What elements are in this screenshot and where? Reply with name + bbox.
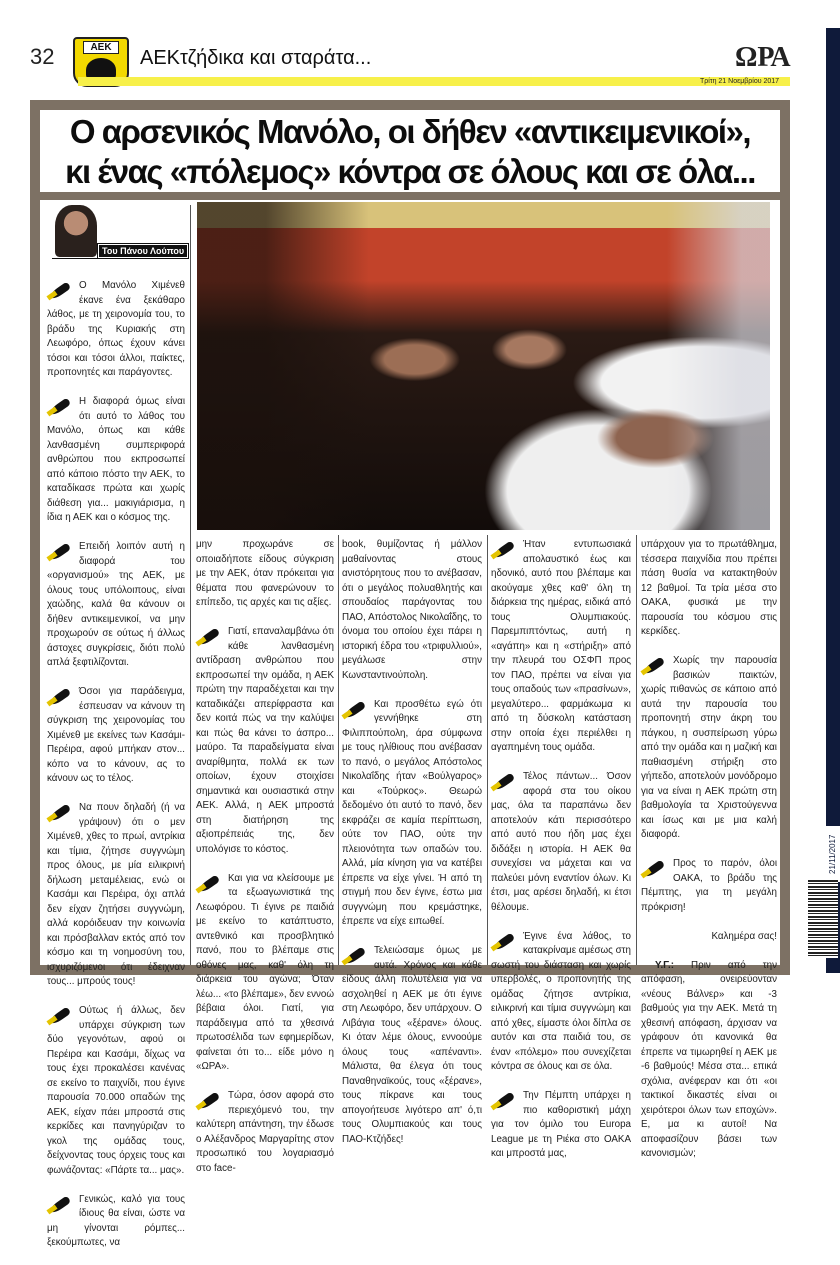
column-3: [342, 538, 482, 1162]
column-divider: [338, 535, 339, 965]
paragraph-text: book, θυμίζοντας ή μάλλον μαθαίνοντας στους ανιστόρητους που το ανέβασαν, ότι ο μεγάλος πολυαθλητής και σπουδαίος παράγοντας του ΠΑΟ, Απόστολος Νικολαΐδης, το όνομα του οποίου έχει πάρει η ιστορική έδρα του «τριφυλλιού», μεγάλωσε στην Κωνσταντινούπολη.: [342, 539, 482, 681]
pen-icon: [196, 627, 222, 647]
paragraph: [491, 538, 631, 756]
paragraph-text: Και για να κλείσουμε με τα εξωαγωνιστικά της Λεωφόρου. Τι έγινε ρε παιδιά με εκείνο το κατάπτυστο, αντεθνικό και προσβλητικό πανό, που το βλέπαμε στις οθόνες μας, καθ' όλη τη διάρκεια του αγώνα; Όταν λέω... «το βλέπαμε», δεν εννοώ βέβαια όλοι. Γιατί, για παράδειγμα από τα χθεσινά πρωτοσέλιδα των εφημερίδων, φαίνεται ότι το... είδε μόνο η «ΩΡΑ».: [196, 872, 334, 1072]
pen-icon: [47, 803, 73, 823]
paragraph: [47, 685, 185, 787]
paragraph-text: Τέλος πάντων... Όσον αφορά στα του οίκου μας, όλα τα παραπάνω δεν αποτελούν κάτι περισσότερο από αυτό που ήδη μας έχει διδάξει η ιστορία. Η ΑΕΚ θα συνεχίσει να μάχεται και να παλεύει μόνη εναντίον όλων. Κι έτσι, μας αρέσει δηλαδή, κι έτσι θέλουμε.: [491, 771, 631, 913]
side-date: 21/11/2017: [826, 826, 840, 882]
pen-icon: [641, 859, 667, 879]
pen-icon: [342, 946, 368, 966]
column-1: [47, 279, 185, 1265]
paragraph: [196, 538, 334, 611]
issue-date: Τρίτη 21 Νοεμβρίου 2017: [700, 78, 780, 85]
paragraph-text: Την Πέμπτη υπάρχει η πιο καθοριστική μάχη για τον όμιλο του Europa League με τη Ριέκα στο ΟΑΚΑ και μπροστά μας,: [491, 1090, 631, 1159]
headline-line-2: κι ένας «πόλεμος» κόντρα σε όλους και σε όλα...: [65, 153, 755, 190]
paragraph-text: Γιατί, επαναλαμβάνω ότι κάθε λανθασμένη αντίδραση ανθρώπου που εκπροσωπεί την ομάδα, η ΑΕΚ πρώτη την παραδέχεται και την καταδικάζει απερίφραστα και δεν κοιτά πώς να την καλύψει και πώς θα κάνει το άσπρο... μαύρο. Τα παραδείγματα είναι αναρίθμητα, πολλά εκ των οποίων, έχουν στοιχίσει σημαντικά και ουσιαστικά στην ΑΕΚ. Αλλά, η ΑΕΚ μπροστά στη διατήρηση της αξιοπρέπειάς της, δεν υπολόγισε το κόστος.: [196, 626, 334, 855]
paragraph: [47, 395, 185, 526]
section-title: ΑΕΚτζήδικα και σταράτα...: [140, 47, 372, 69]
paragraph-text: μην προχωράνε σε οποιαδήποτε είδους σύγκριση με την ΑΕΚ, όταν πρόκειται για θέματα που φανερώνουν το επίπεδο, τις αρχές και τις αξίες.: [196, 539, 334, 608]
headline-line-1: Ο αρσενικός Μανόλο, οι δήθεν «αντικειμενικοί»,: [69, 113, 751, 150]
signoff: Καλημέρα σας!: [711, 930, 777, 942]
paragraph: [641, 538, 777, 640]
paragraph-text: Προς το παρόν, όλοι ΟΑΚΑ, το βράδυ της Πέμπτης, για τη μεγάλη πρόκριση!: [641, 858, 777, 913]
column-divider: [487, 535, 488, 965]
column-divider: [190, 205, 191, 965]
paragraph-text: Έγινε ένα λάθος, το κατακρίναμε αμέσως στη σωστή του διάσταση και χωρίς υπερβολές, ο προπονητής της ομάδας ζήτησε αντρίκια, ειλικρινή και τίμια συγγνώμη και από χθες, είμαστε όλοι δίπλα σε αυτόν και στα παιδιά του, σε έναν «πόλεμο» που συνεχίζεται κόντρα σε όλους και σε όλα.: [491, 930, 631, 1072]
ps-label: Υ.Γ.:: [655, 959, 674, 971]
pen-icon: [47, 542, 73, 562]
paragraph: [196, 625, 334, 857]
paragraph-text: Ήταν εντυπωσιακά απολαυστικό έως και ηδονικό, αυτό που βλέπαμε και ακούγαμε χθες καθ' όλη τη διάρκεια της ημέρας, ειδικά από τους Ολυμπιακούς. Παρεμπιπτόντως, αυτή η «αγάπη» και η «στήριξη» από την πλευρά του ΟΣΦΠ προς τον ΠΑΟ, πρέπει να είναι για τους οπαδούς των «πρασίνων», μεγαλύτερο... φαρμάκωμα κι από τη δύσκολη κατάσταση στην οποία έχει περιέλθει η αγαπημένη τους ομάδα.: [491, 539, 631, 753]
paragraph: [342, 698, 482, 930]
ps-text: Πριν από την απόφαση, ονειρεύονταν «νέους Βάλνερ» και -3 βαθμούς για την ΑΕΚ. Μετά τη χθεσινή απόφαση, άρχισαν να γράφουν ότι κανονικά θα έπρεπε να τιμωρηθεί η ΑΕΚ με -6 βαθμούς! Μέσα στα... επικά σχόλια, ανέφεραν και ότι «οι τακτικοί δικαστές είναι οι χειρότεροι όλων των εποχών». Ε, μα κι αυτοί! Να αποφασίζουν βάσει των κανονισμών;: [641, 959, 777, 1159]
paragraph-text: Τώρα, όσον αφορά στο περιεχόμενό του, την καλύτερη απάντηση, την έδωσε ο Αλέξανδρος Μαργαρίτης στον προσωπικό του λογαριασμό στο face-: [196, 1090, 334, 1174]
column-4: [491, 538, 631, 1176]
paragraph-text: Επειδή λοιπόν αυτή η διαφορά του «οργανισμού» της ΑΕΚ, με όλους τους υπόλοιπους, είναι χαώδης, καλά θα κάνουν οι δήθεν αντικειμενικοί, να μην προχωρούν σε ούτως ή άλλως άστοχες συγκρίσεις, διότι πολύ απλά ξεφτιλίζονται.: [47, 541, 185, 668]
pen-icon: [641, 656, 667, 676]
pen-icon: [47, 281, 73, 301]
page-number: 32: [30, 44, 55, 69]
byline: Του Πάνου Λούπου: [98, 244, 188, 258]
pen-icon: [491, 932, 517, 952]
header-rule: [78, 77, 790, 86]
pen-icon: [491, 772, 517, 792]
pen-icon: [342, 700, 368, 720]
paragraph: [196, 1089, 334, 1176]
paragraph-text: Να πουν δηλαδή (ή να γράψουν) ότι ο μεν Χιμένεθ, χθες το πρωί, αντρίκια και τίμια, ζήτησε συγγνώμη προς όλους, με μία ειλικρινή δήλωση μεταμέλειας, ενώ οι Κασάμι και Περέιρα, όχι απλά δεν είχαν ζητήσει συγγνώμη, αλλά κορόιδευαν την κοινωνία και πρόσβαλλαν εκτός από τον κόσμο και τη νοημοσύνη του, ισχυριζόμενοι ότι έδειχναν τους... μπρούς τους!: [47, 802, 185, 987]
paragraph: [641, 857, 777, 915]
paragraph-text: Και προσθέτω εγώ ότι γεννήθηκε στη Φιλιππούπολη, άρα σύμφωνα με τους ηλίθιους που ανέβασαν το πανό, ο μεγάλος Απόστολος Νικολαΐδης ήταν «Βούλγαρος» και «Τούρκος». Θεωρώ δεδομένο ότι αυτό το πανό, δεν εκφράζει σε καμία περίπτωση, ούτε τον ΠΑΟ, ούτε την πλειονότητα των οπαδών του. Αλλά, μία κίνηση για να κατέβει έπρεπε να είχε γίνει. Ή από τη στιγμή που δεν έγινε, έστω μια συγγνώμη που κρεμάστηκε, έπρεπε να είχε ειπωθεί.: [342, 698, 482, 927]
logo-text: ΑΕΚ: [83, 41, 119, 54]
author-photo: [55, 205, 97, 257]
paragraph: [196, 872, 334, 1075]
column-5: [641, 538, 777, 1176]
column-divider: [636, 535, 637, 965]
paragraph-text: Χωρίς την παρουσία βασικών παικτών, χωρίς πιθανώς σε κάποιο από αυτά την παρουσία του προπονητή στην άκρη του πάγκου, η συσπείρωση γύρω από την ομάδα και η μαζική και παθιασμένη στήριξη στο γήπεδο, αποτελούν μονόδρομο για να είναι η ΑΕΚ πρώτη στη βαθμολογία τα Χριστούγεννα και ίσως και με μια καλή διαφορά.: [641, 655, 777, 840]
paragraph: [47, 1004, 185, 1178]
barcode: [808, 880, 838, 958]
column-2: [196, 538, 334, 1191]
paragraph: [47, 279, 185, 381]
paragraph-text: Ούτως ή άλλως, δεν υπάρχει σύγκριση των δύο γεγονότων, αφού οι Περέιρα και Κασάμι, δίχως να τους έχει προκαλέσει κανένας σε εκείνο το παιχνίδι, που έγινε παρουσία 70.000 οπαδών της ΑΕΚ, είχαν πάει μπροστά στις κερκίδες και πανηγύριζαν το γκολ της ομάδας τους, δείχνοντας τους όρχεις τους και φωνάζοντας: «Πάρτε τα... μας».: [47, 1005, 185, 1176]
paragraph: [47, 1193, 185, 1251]
paragraph-text: Όσοι για παράδειγμα, έσπευσαν να κάνουν τη σύγκριση της χειρονομίας του Χιμένεθ με εκείνες των Κασάμι-Περέιρα, αφού μπήκαν στον... κόπο να το κάνουν, ας το κάνουν ως το τέλος.: [47, 686, 185, 784]
paragraph-text: Τελειώσαμε όμως με αυτά. Χρόνος και κάθε είδους άλλη πολυτέλεια για να ασχοληθεί η ΑΕΚ με ότι έγινε στη Λεωφόρο, δεν υπάρχουν. Ο Λιβάγια τους «ξέρανε» όλους. Κι όταν λέμε όλους, εννοούμε όλους τους «απέναντι». Μάλιστα, θα έλεγα ότι τους Παναθηναϊκούς, τους «ξέρανε», τους πίκρανε και τους απογοήτευσε λιγότερο απ' ό,τι τους Ολυμπιακούς και τους ΠΑΟ-Κτζήδες!: [342, 945, 482, 1145]
headline: [40, 110, 780, 192]
paragraph: [491, 1089, 631, 1162]
paragraph: [47, 801, 185, 990]
paragraph-text: Ο Μανόλο Χιμένεθ έκανε ένα ξεκάθαρο λάθος, με τη χειρονομία του, το βράδυ της Κυριακής στη Λεωφόρο, όπως έχουν κάνει τόσοι και τόσοι άλλοι, παίκτες, προπονητές και παράγοντες.: [47, 280, 185, 378]
pen-icon: [47, 687, 73, 707]
paragraph-text: Γενικώς, καλό για τους ίδιους θα είναι, ώστε να μη γίνονται ρόμπες... ξεκούμπωτες, να: [47, 1193, 185, 1248]
photo-shade: [197, 202, 770, 530]
pen-icon: [47, 1195, 73, 1215]
paragraph: [491, 770, 631, 915]
pen-icon: [47, 1006, 73, 1026]
paragraph: [491, 930, 631, 1075]
pen-icon: [196, 1091, 222, 1111]
paragraph: [47, 540, 185, 671]
byline-rule: [52, 258, 187, 259]
pen-icon: [196, 874, 222, 894]
pen-icon: [491, 1091, 517, 1111]
paragraph: [641, 654, 777, 843]
paragraph: [342, 538, 482, 683]
postscript: [641, 959, 777, 1162]
paragraph: [342, 944, 482, 1147]
pen-icon: [47, 397, 73, 417]
pen-icon: [491, 540, 517, 560]
paragraph-text: Η διαφορά όμως είναι ότι αυτό το λάθος του Μανόλο, όπως και κάθε λανθασμένη συμπεριφορά ανθρώπου που εκπροσωπεί από κάποιο πόστο την ΑΕΚ, το καταδίκασε πρώτα και χωρίς διάθεση για... μακιγιάρισμα, η ίδια η ΑΕΚ και ο κόσμος της.: [47, 396, 185, 523]
paragraph-text: υπάρχουν για το πρωτάθλημα, τέσσερα παιχνίδια που πρέπει πάση θυσία να κατακτηθούν 12 βαθμοί. Τα τρία μέσα στο ΟΑΚΑ, φυσικά με την παρουσία του κόσμου στις κερκίδες.: [641, 539, 777, 637]
newspaper-brand: ΩΡΑ: [735, 42, 791, 73]
